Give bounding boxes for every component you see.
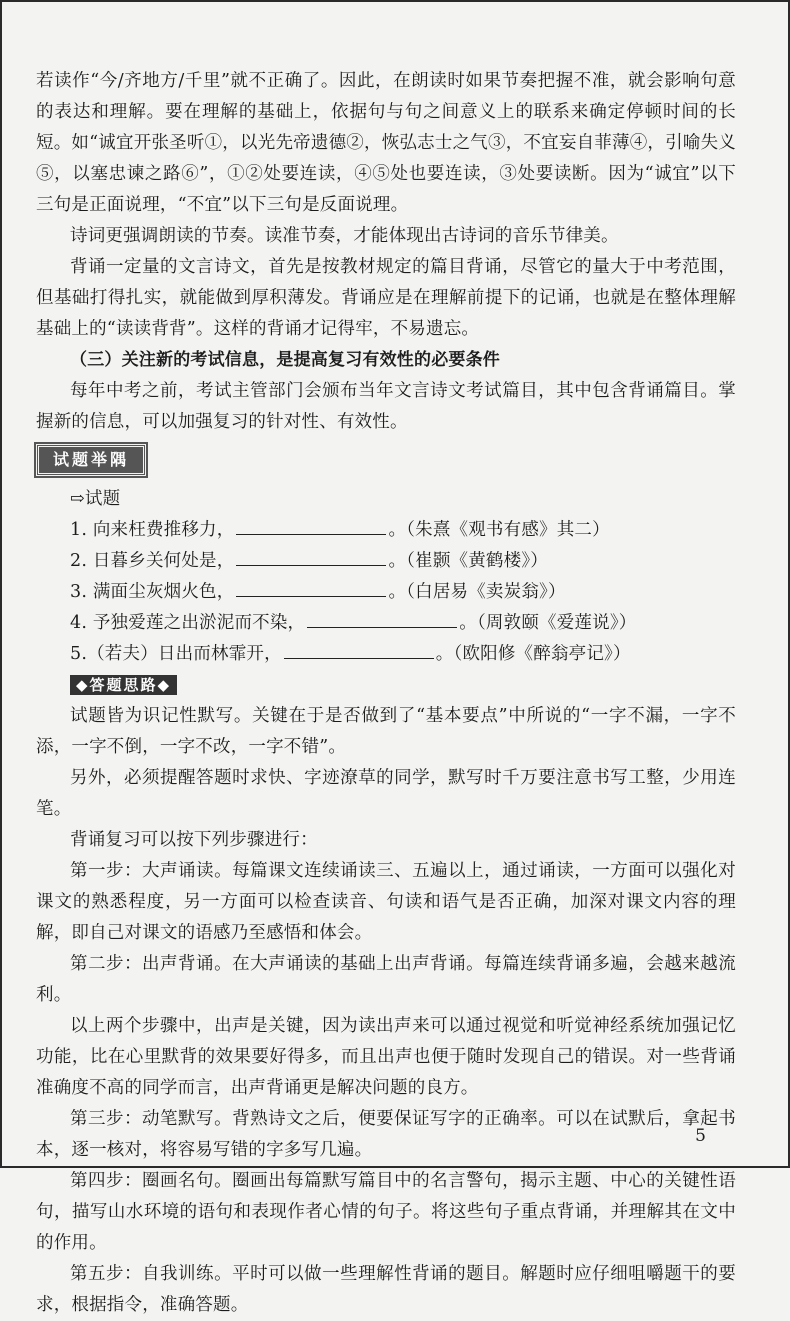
question-source: 。（崔颢《黄鹤楼》） [388,551,548,571]
question-item [36,546,736,577]
question-source: 。（周敦颐《爱莲说》） [459,613,637,633]
paragraph: 第三步：动笔默写。背熟诗文之后，便要保证写字的正确率。可以在试默后，拿起书本，逐一核对，将容易写错的字多写几遍。 [36,1109,736,1160]
paragraph: 若读作“今/齐地方/千里”就不正确了。因此，在朗读时如果节奏把握不准，就会影响句意的表达和理解。要在理解的基础上，依据句与句之间意义上的联系来确定停顿时间的长短。如“诚宜开张圣听①，以光先帝遗德②，恢弘志士之气③，不宜妄自菲薄④，引喻失义⑤，以塞忠谏之路⑥”，①②处要连读，④⑤处也要连读，③处要读断。因为“诚宜”以下三句是正面说理，“不宜”以下三句是反面说理。 [36,71,736,215]
paragraph: 第四步：圈画名句。圈画出每篇默写篇目中的名言警句，揭示主题、中心的关键性语句，描写山水环境的语句和表现作者心情的句子。将这些句子重点背诵，并理解其在文中的作用。 [36,1171,736,1253]
answer-blank [236,547,386,566]
page-number: 5 [695,1126,706,1146]
question-prefix: 3. 满面尘灰烟火色， [70,582,235,602]
question-prefix: 1. 向来枉费推移力， [70,520,235,540]
question-item [36,577,736,608]
questions-heading: ⇨试题 [70,489,121,509]
paragraph: 试题皆为识记性默写。关键在于是否做到了“基本要点”中所说的“一字不漏，一字不添，一字不倒，一字不改，一字不错”。 [36,706,736,757]
question-item [36,608,736,639]
paragraph: 背诵复习可以按下列步骤进行： [70,830,318,850]
question-source: 。（朱熹《观书有感》其二） [388,520,610,540]
page-content [36,66,736,1321]
question-item [36,515,736,546]
answer-blank [236,578,386,597]
paragraph: 背诵一定量的文言诗文，首先是按教材规定的篇目背诵，尽管它的量大于中考范围，但基础打得扎实，就能做到厚积薄发。背诵应是在理解前提下的记诵，也就是在整体理解基础上的“读读背背”。这样的背诵才记得牢，不易遗忘。 [36,257,736,339]
answer-blank [236,516,386,535]
question-item [36,639,736,670]
section-banner: 试题举隅 [36,444,146,476]
question-prefix: 4. 予独爱莲之出淤泥而不染， [70,613,306,633]
answer-blank [284,640,434,659]
paragraph: 第五步：自我训练。平时可以做一些理解性背诵的题目。解题时应仔细咀嚼题干的要求，根据指令，准确答题。 [36,1264,736,1315]
answer-approach-label: ◆答题思路◆ [70,675,177,695]
question-source: 。（白居易《卖炭翁》） [388,582,566,602]
paragraph: 诗词更强调朗读的节奏。读准节奏，才能体现出古诗词的音乐节律美。 [70,226,619,246]
section-heading: （三）关注新的考试信息，是提高复习有效性的必要条件 [70,350,500,370]
question-prefix: 5.（若夫）日出而林霏开， [70,644,282,664]
paragraph: 第二步：出声背诵。在大声诵读的基础上出声背诵。每篇连续背诵多遍，会越来越流利。 [36,954,736,1005]
question-source: 。（欧阳修《醉翁亭记》） [435,644,631,664]
question-prefix: 2. 日暮乡关何处是， [70,551,235,571]
answer-blank [307,609,457,628]
paragraph: 另外，必须提醒答题时求快、字迹潦草的同学，默写时千万要注意书写工整，少用连笔。 [36,768,736,819]
paragraph: 第一步：大声诵读。每篇课文连续诵读三、五遍以上，通过诵读，一方面可以强化对课文的熟悉程度，另一方面可以检查读音、句读和语气是否正确，加深对课文内容的理解，即自己对课文的语感乃至感悟和体会。 [36,861,736,943]
paragraph: 每年中考之前，考试主管部门会颁布当年文言诗文考试篇目，其中包含背诵篇目。掌握新的信息，可以加强复习的针对性、有效性。 [36,381,736,432]
paragraph: 以上两个步骤中，出声是关键，因为读出声来可以通过视觉和听觉神经系统加强记忆功能，比在心里默背的效果要好得多，而且出声也便于随时发现自己的错误。对一些背诵准确度不高的同学而言，出声背诵更是解决问题的良方。 [36,1016,736,1098]
